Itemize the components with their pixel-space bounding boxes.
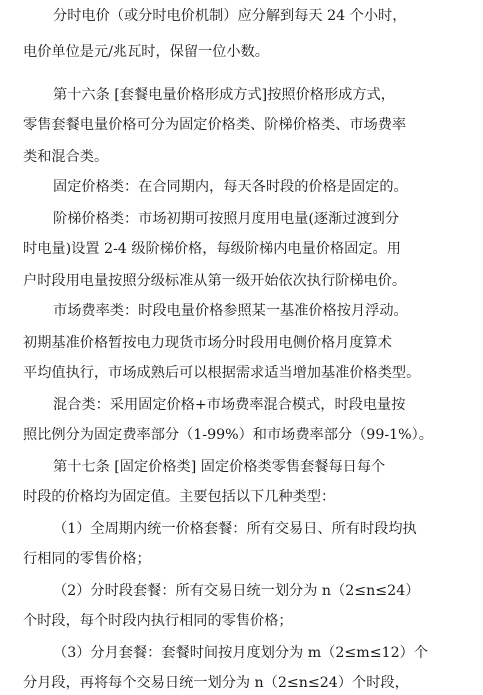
text-line: 电价单位是元/兆瓦时，保留一位小数。 [23, 44, 269, 60]
text-line: 行相同的零售价格； [23, 551, 151, 567]
text-line: 市场费率类：时段电量价格参照某一基准价格按月浮动。 [53, 303, 408, 319]
text-line: （1）全周期内统一价格套餐：所有交易日、所有时段均执 [53, 521, 417, 537]
text-line: 第十七条 [固定价格类] 固定价格类零售套餐每日每个 [53, 459, 386, 475]
text-line: 个时段，每个时段内执行相同的零售价格； [23, 613, 293, 629]
text-line: 初期基准价格暂按电力现货市场分时段用电侧价格月度算术 [23, 335, 392, 351]
text-line: 平均值执行，市场成熟后可以根据需求适当增加基准价格类型。 [23, 365, 421, 381]
text-line: 第十六条 [套餐电量价格形成方式]按照价格形成方式， [53, 87, 395, 103]
text-line: 零售套餐电量价格可分为固定价格类、阶梯价格类、市场费率 [23, 117, 407, 133]
text-line: 时电量)设置 2-4 级阶梯价格，每级阶梯内电量价格固定。用 [23, 241, 401, 257]
text-line: 阶梯价格类：市场初期可按照月度用电量(逐渐过渡到分 [53, 211, 400, 227]
text-line: 分月段，再将每个交易日统一划分为 n（2≤n≤24）个时段， [23, 675, 409, 691]
text-line: 类和混合类。 [23, 149, 109, 165]
text-line: 照比例分为固定费率部分（1-99%）和市场费率部分（99-1%）。 [23, 427, 433, 443]
text-line: 时段的价格均为固定值。主要包括以下几种类型： [23, 489, 336, 505]
text-line: 固定价格类：在合同期内，每天各时段的价格是固定的。 [53, 179, 408, 195]
text-line: （3）分月套餐：套餐时间按月度划分为 m（2≤m≤12）个 [53, 645, 429, 661]
text-line: 混合类：采用固定价格+市场费率混合模式，时段电量按 [53, 397, 406, 413]
text-line: 户时段用电量按照分级标准从第一级开始依次执行阶梯电价。 [23, 273, 407, 289]
text-line: （2）分时段套餐：所有交易日统一划分为 n（2≤n≤24） [53, 583, 420, 599]
text-line: 分时电价（或分时电价机制）应分解到每天 24 个小时， [53, 8, 407, 24]
